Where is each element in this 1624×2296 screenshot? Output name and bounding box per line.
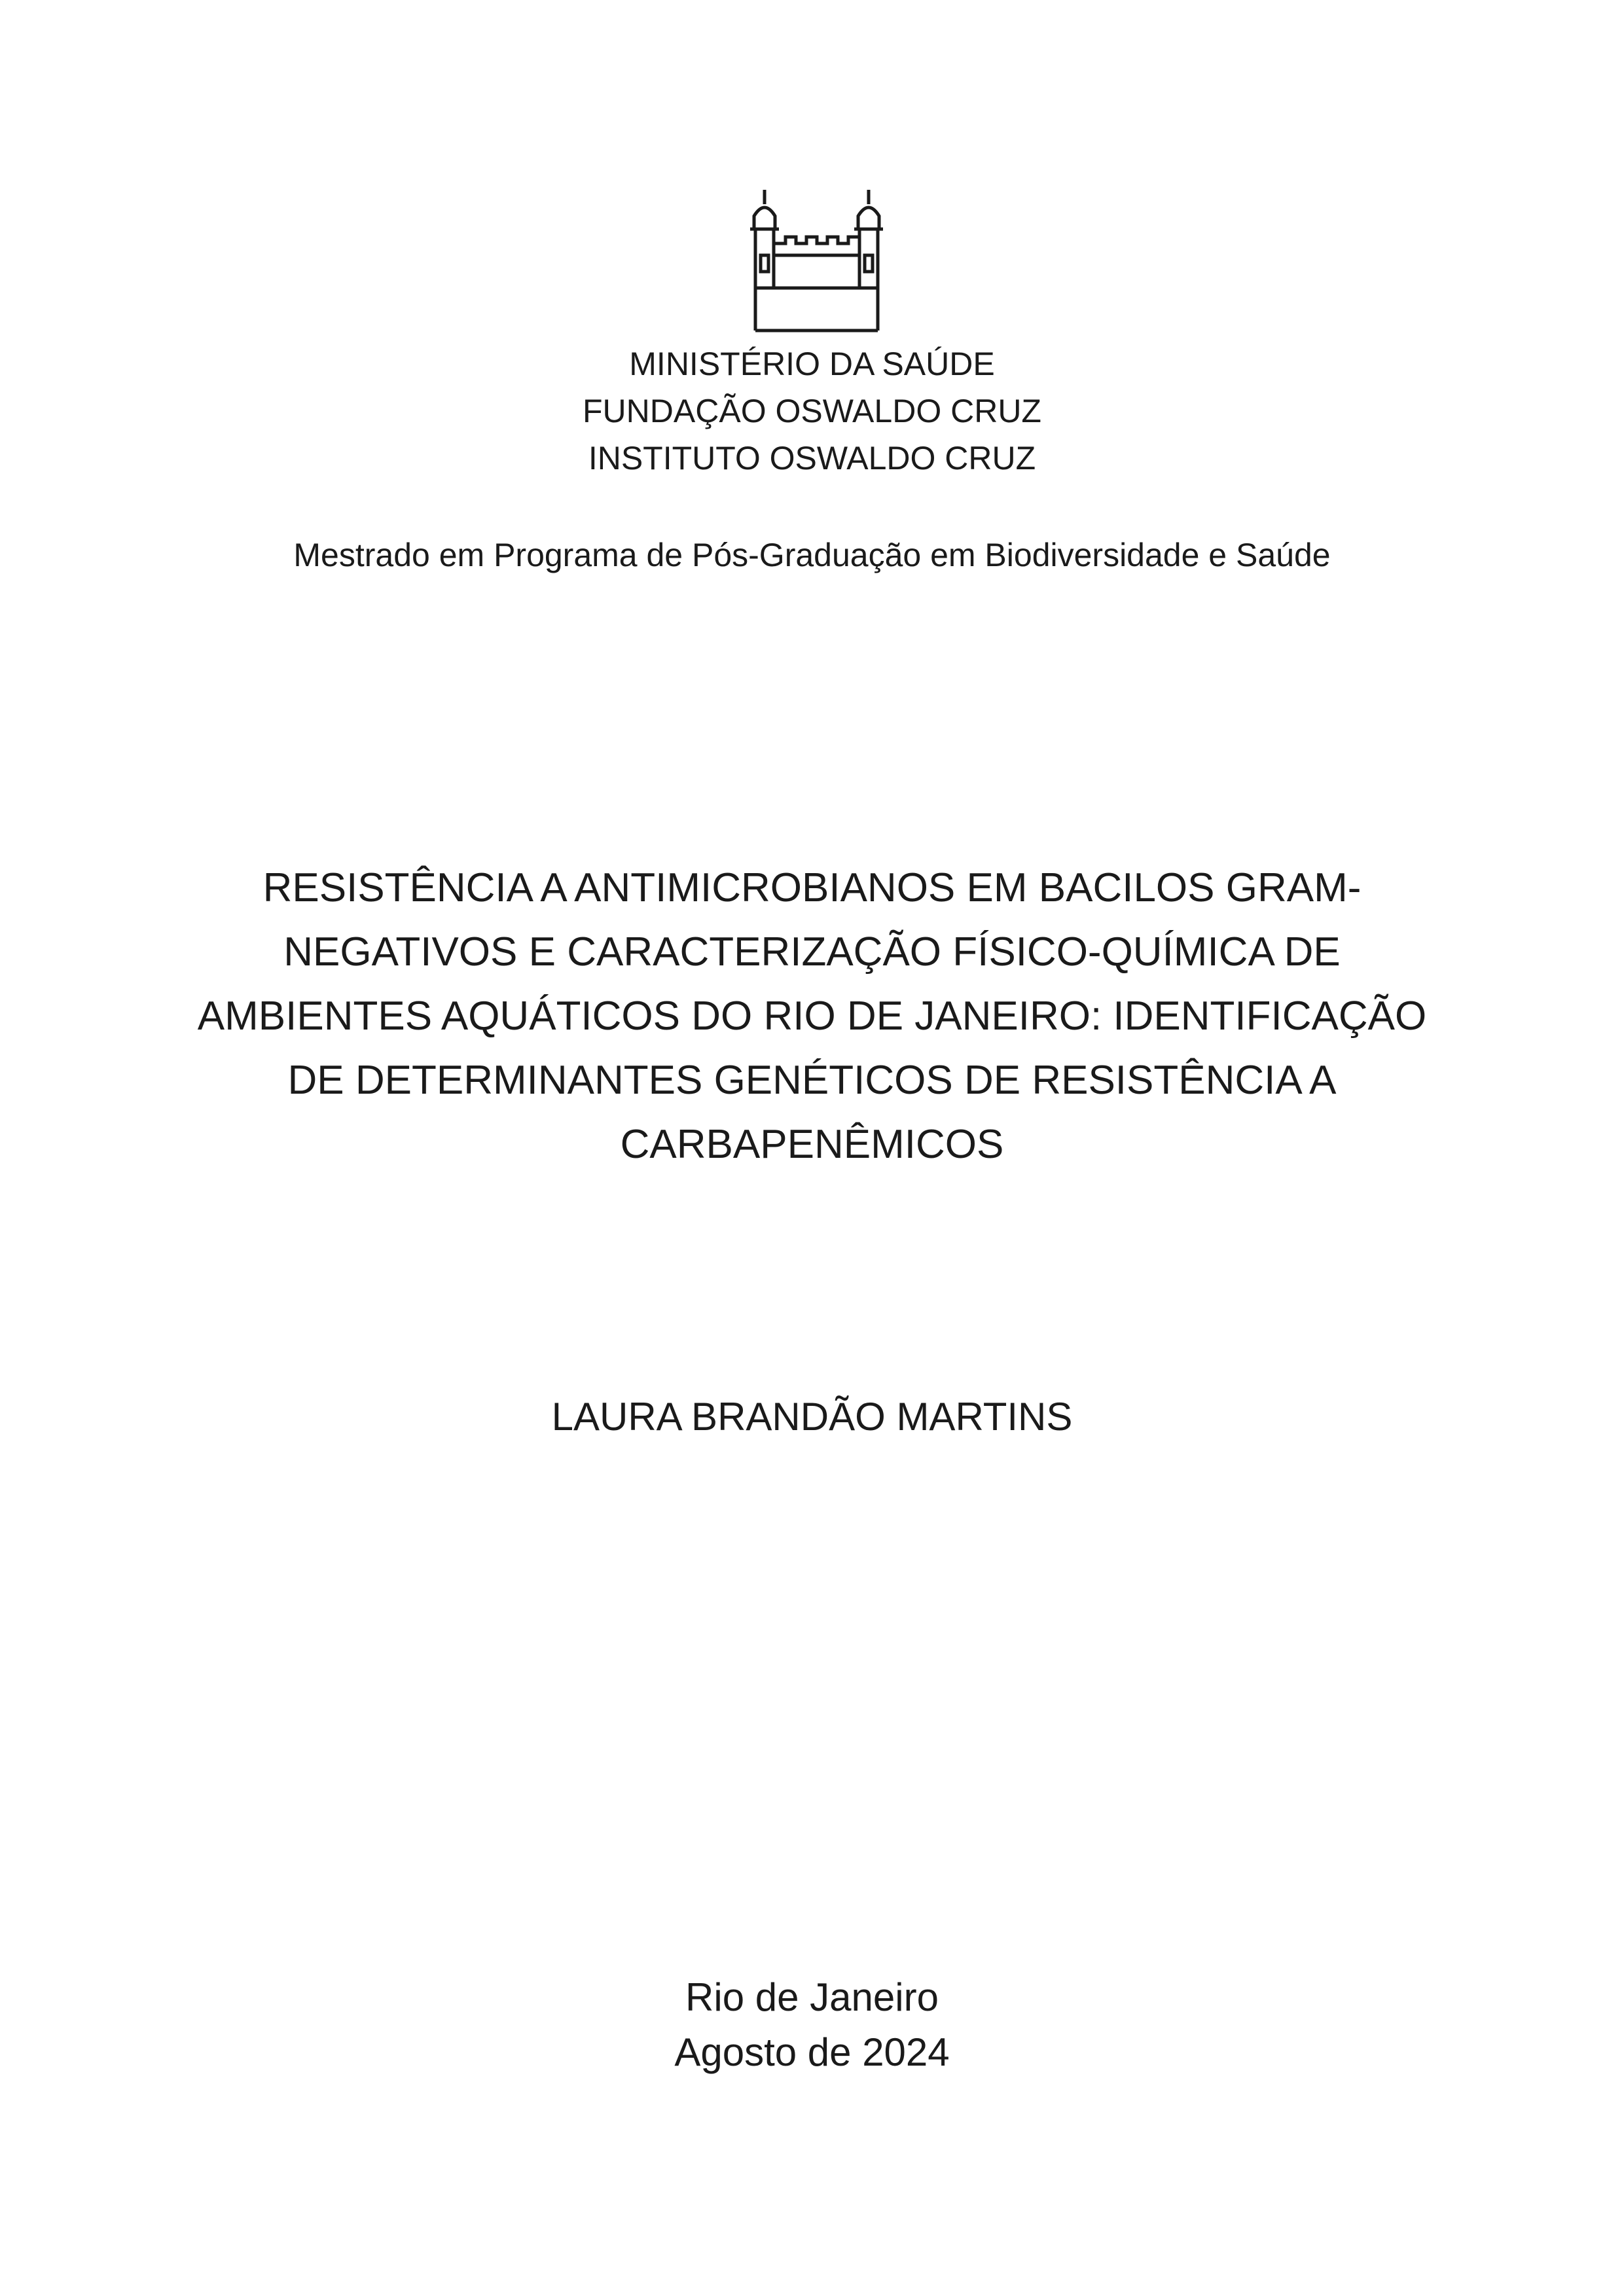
title-line: CARBAPENÊMICOS — [620, 1122, 1004, 1167]
title-line: DE DETERMINANTES GENÉTICOS DE RESISTÊNCIA A — [287, 1058, 1337, 1103]
fiocruz-castle-icon — [746, 190, 887, 334]
footer-city: Rio de Janeiro — [685, 1975, 939, 2019]
title-line: RESISTÊNCIA A ANTIMICROBIANOS EM BACILOS GRAM- — [262, 865, 1362, 910]
title-line: NEGATIVOS E CARACTERIZAÇÃO FÍSICO-QUÍMICA DE — [283, 929, 1341, 975]
institution-block — [0, 340, 1624, 482]
author-name: LAURA BRANDÃO MARTINS — [551, 1395, 1073, 1439]
footer-block — [0, 1970, 1624, 2080]
footer-date: Agosto de 2024 — [674, 2030, 950, 2074]
institution-ministry: MINISTÉRIO DA SAÚDE — [629, 346, 995, 382]
thesis-title — [196, 856, 1428, 1177]
program-name: Mestrado em Programa de Pós-Graduação em Biodiversidade e Saúde — [293, 537, 1331, 573]
institution-institute: INSTITUTO OSWALDO CRUZ — [588, 440, 1036, 476]
title-line: AMBIENTES AQUÁTICOS DO RIO DE JANEIRO: IDENTIFICAÇÃO — [197, 994, 1427, 1039]
institution-foundation: FUNDAÇÃO OSWALDO CRUZ — [583, 393, 1041, 429]
